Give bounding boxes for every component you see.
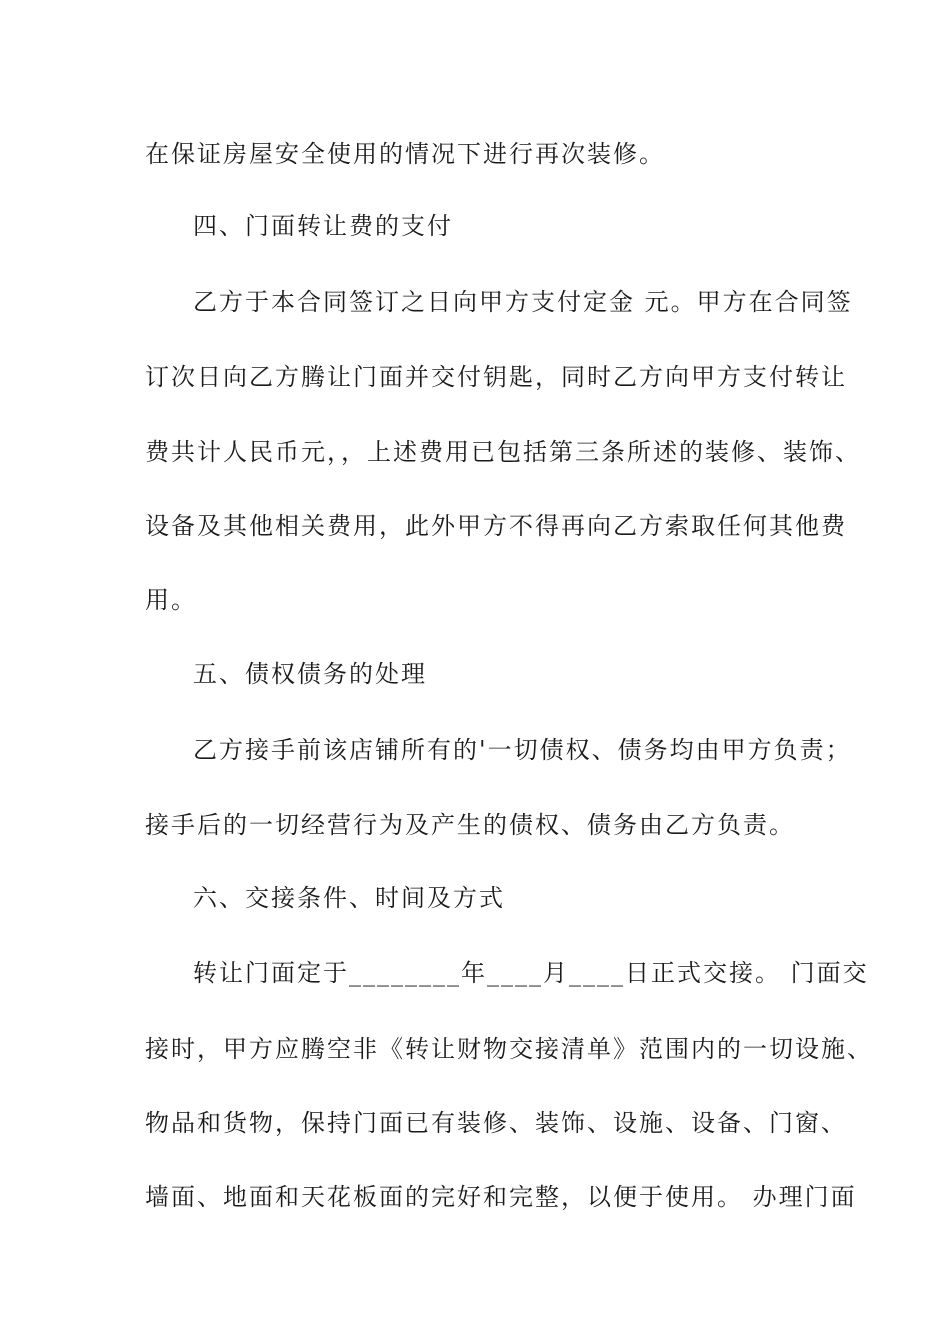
paragraph-line: 用。 — [145, 586, 197, 614]
paragraph-line: 乙方接手前该店铺所有的'一切债权、债务均由甲方负责； — [193, 736, 852, 764]
paragraph-line: 接手后的一切经营行为及产生的债权、债务由乙方负责。 — [145, 811, 795, 839]
paragraph-line: 订次日向乙方腾让门面并交付钥匙，同时乙方向甲方支付转让 — [145, 363, 847, 391]
paragraph-line: 费共计人民币元，，上述费用已包括第三条所述的装修、装饰、 — [145, 438, 861, 466]
paragraph-line: 转让门面定于________年____月____日正式交接。 门面交 — [193, 959, 869, 987]
section-heading: 四、门面转让费的支付 — [193, 212, 453, 240]
paragraph-line: 墙面、地面和天花板面的完好和完整，以便于使用。 办理门面 — [145, 1183, 857, 1211]
section-heading: 五、债权债务的处理 — [193, 660, 427, 688]
paragraph-line: 接时，甲方应腾空非《转让财物交接清单》范围内的一切设施、 — [145, 1035, 873, 1063]
paragraph-line: 设备及其他相关费用，此外甲方不得再向乙方索取任何其他费 — [145, 512, 847, 540]
section-heading: 六、交接条件、时间及方式 — [193, 884, 505, 912]
paragraph-line: 物品和货物，保持门面已有装修、装饰、设施、设备、门窗、 — [145, 1109, 847, 1137]
paragraph-line: 乙方于本合同签订之日向甲方支付定金 元。甲方在合同签 — [193, 288, 853, 316]
paragraph-line: 在保证房屋安全使用的情况下进行再次装修。 — [145, 140, 665, 168]
